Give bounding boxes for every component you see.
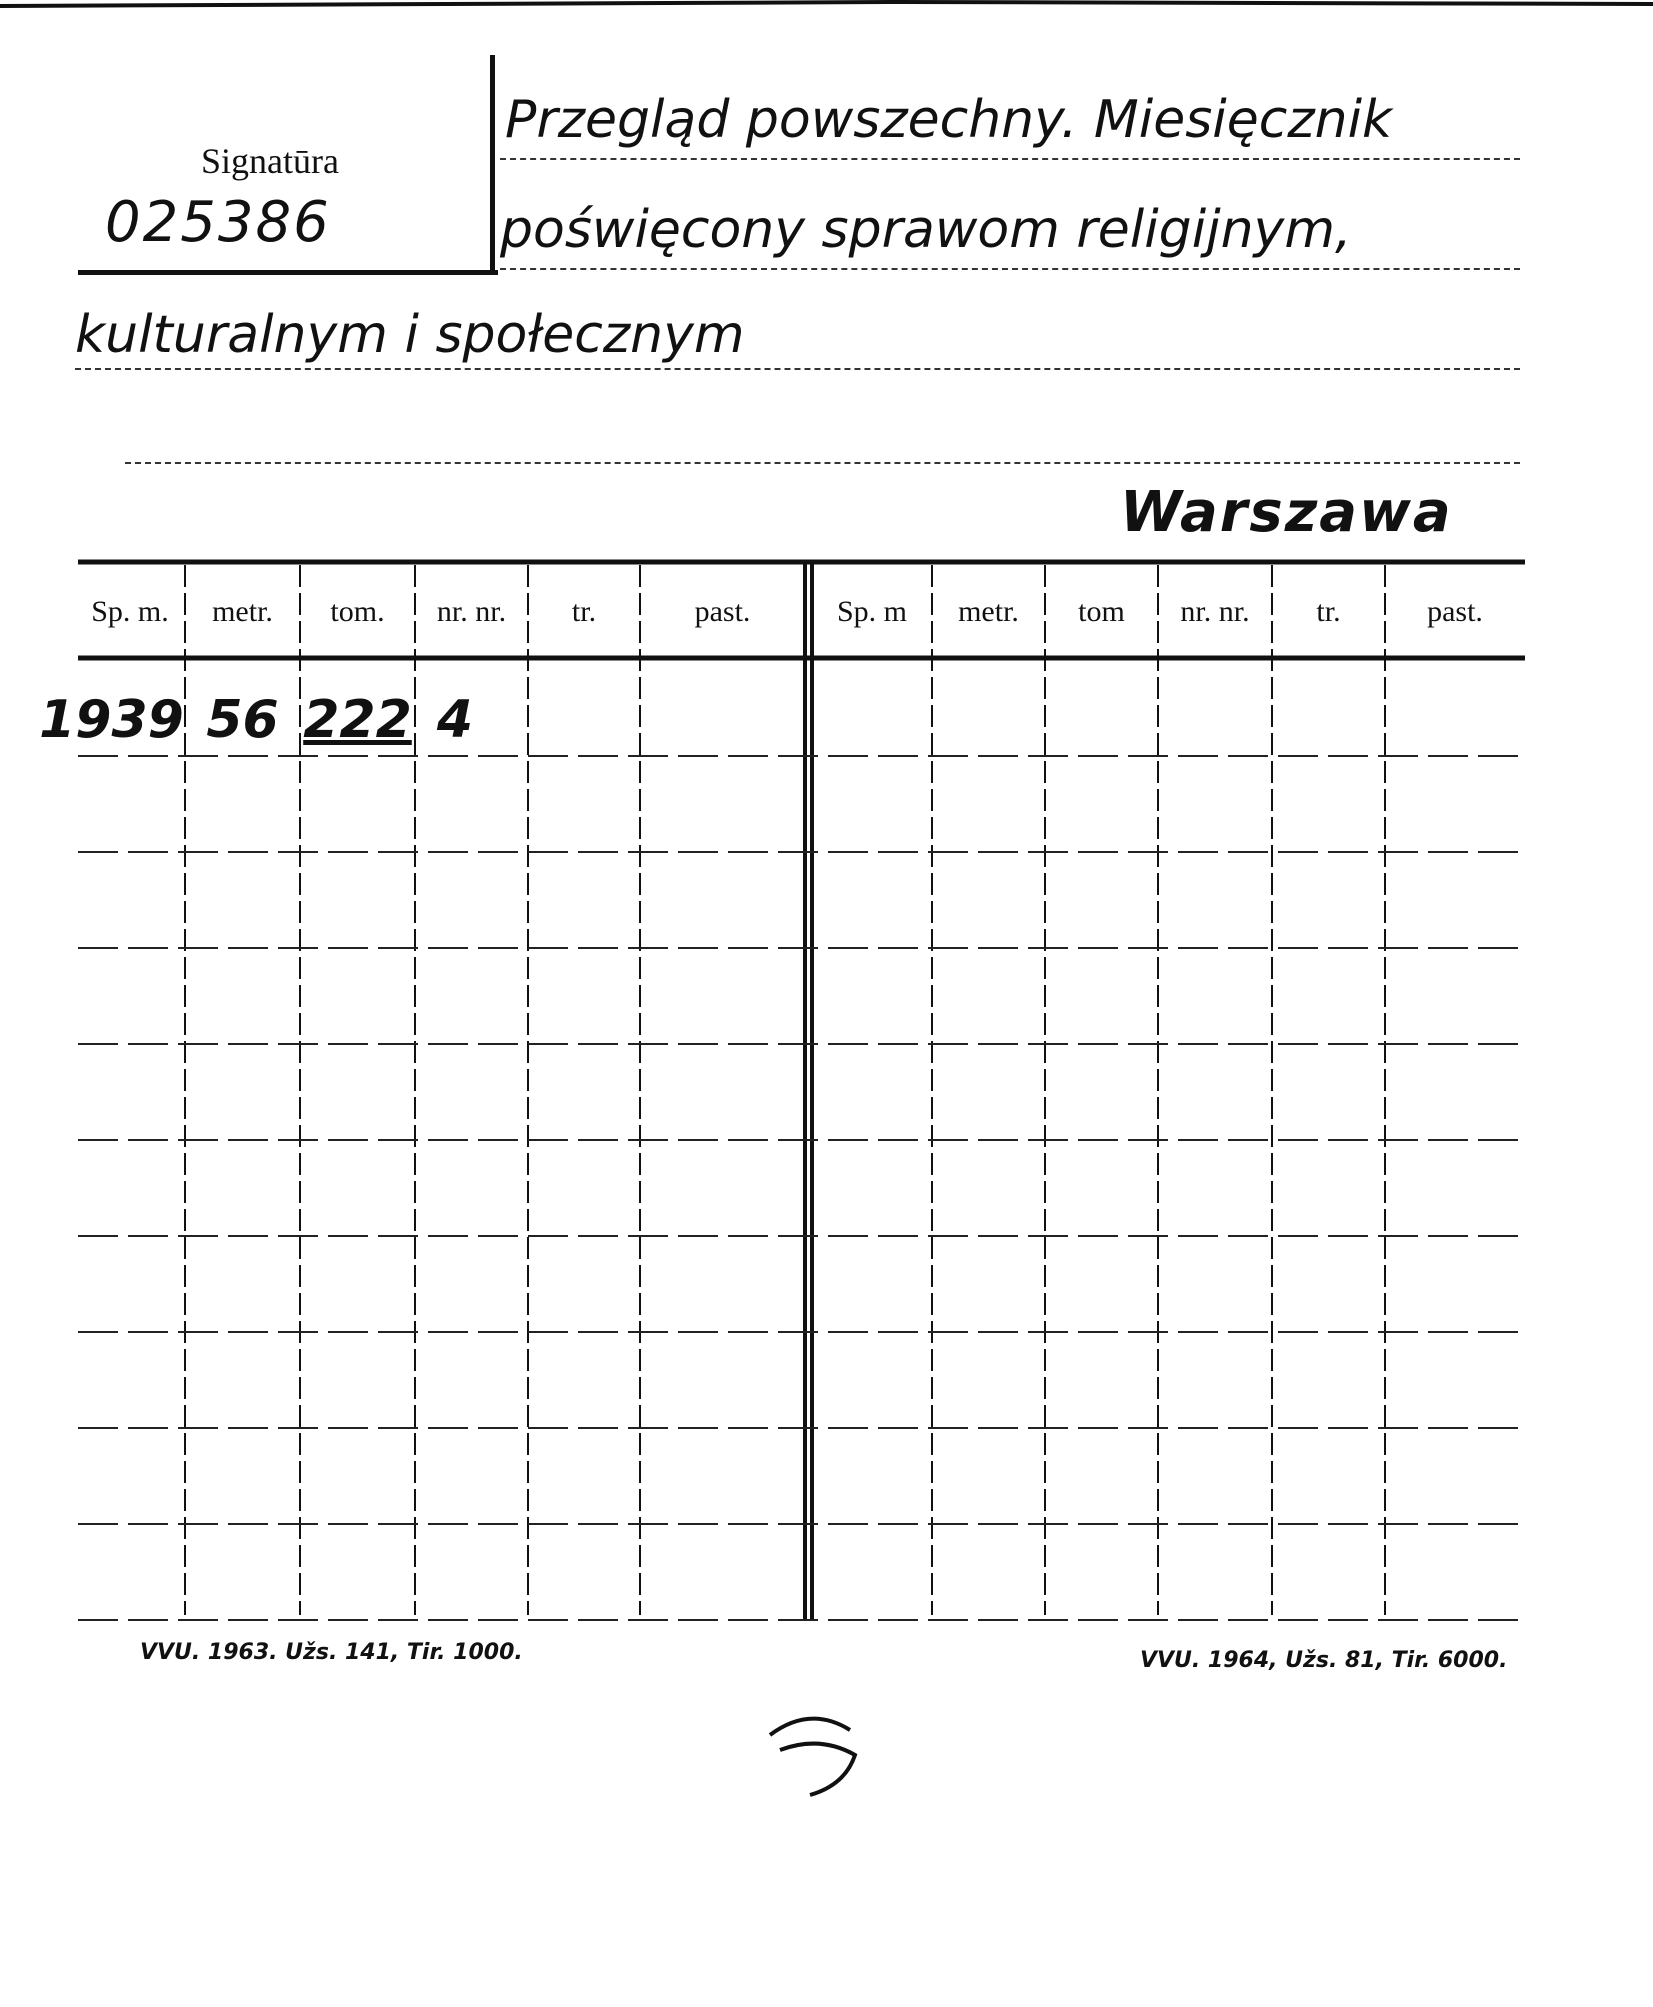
cell-year: 1939 — [39, 690, 184, 750]
col-header-sp-m-2: Sp. m — [836, 595, 908, 628]
cell-nr-nr: 4 — [436, 690, 474, 750]
col-header-past: past. — [694, 595, 751, 628]
print-note-right: VVU. 1964, Užs. 81, Tir. 6000. — [1140, 1648, 1508, 1673]
header-divider — [490, 55, 495, 270]
signature-label: Signatūra — [201, 141, 339, 181]
col-header-nr-nr: nr. nr. — [436, 595, 507, 628]
title-line-3: kulturalnym i społecznym — [75, 305, 745, 365]
card-top-border — [0, 0, 1653, 8]
title-rule-1 — [500, 158, 1520, 160]
signature-underline — [78, 270, 498, 275]
col-header-metr: metr. — [212, 595, 273, 628]
signature-number: 025386 — [105, 190, 331, 255]
col-header-tr-2: tr. — [1316, 595, 1341, 628]
title-rule-3 — [75, 368, 1520, 370]
col-header-tr: tr. — [571, 595, 597, 628]
place-of-publication: Warszawa — [1120, 480, 1453, 545]
title-rule-4 — [125, 462, 1520, 464]
col-header-sp-m: Sp. m. — [91, 595, 169, 628]
col-header-metr-2: metr. — [958, 595, 1019, 628]
col-header-nr-nr-2: nr. nr. — [1180, 595, 1250, 628]
title-line-2: poświęcony sprawom religijnym, — [500, 200, 1352, 260]
print-note-left: VVU. 1963. Užs. 141, Tir. 1000. — [140, 1640, 523, 1665]
title-line-1: Przegląd powszechny. Miesięcznik — [505, 90, 1393, 150]
title-rule-2 — [500, 268, 1520, 270]
col-header-tom-2: tom — [1078, 595, 1125, 628]
cell-metr: 56 — [206, 690, 279, 750]
col-header-past-2: past. — [1427, 595, 1483, 628]
cell-tom: 222 — [303, 690, 412, 750]
library-stamp-mark — [760, 1695, 890, 1815]
col-header-tom: tom. — [330, 595, 385, 628]
